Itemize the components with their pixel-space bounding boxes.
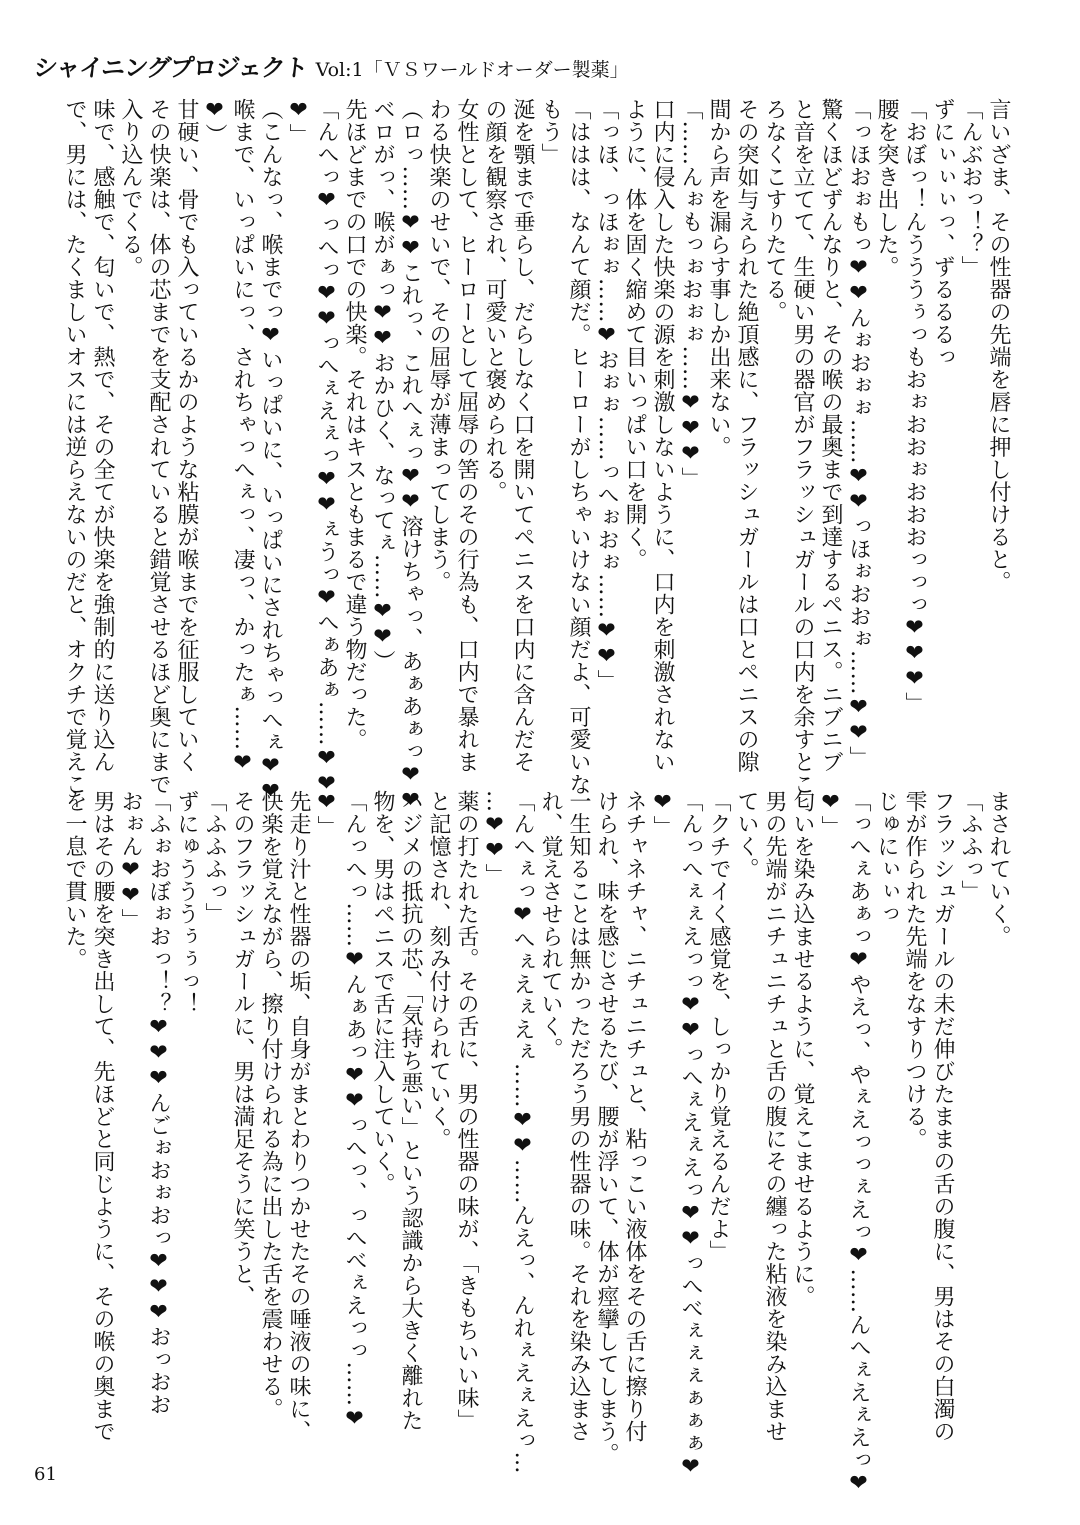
text-line: まされていく。 — [986, 790, 1011, 948]
text-block-bottom — [52, 790, 1012, 1497]
text-line: （ロっ……❤❤これっ、これへぇっ❤❤溶けちゃっ、あぁあぁっ❤❤ — [398, 98, 423, 814]
text-line: ❤」 — [314, 790, 339, 838]
text-line: 「クチでイく感覚を、しっかり覚えるんだよ」 — [706, 790, 731, 1263]
text-line: 男はその腰を突き出して、先ほどと同じように、その喉の奥まで — [90, 790, 115, 1443]
text-line: 「ふふふっ」 — [202, 790, 227, 925]
text-line: 先走り汁と性器の垢、自身がまとわりつかせたその唾液の味に、 — [286, 790, 311, 1443]
text-line: 「ふふっ」 — [958, 790, 983, 903]
text-line: で、男には、たくましいオスには逆らえないのだと、オクチで覚えこ — [62, 98, 87, 796]
text-line: 匂いを染み込ませるように、覚えこませるように。 — [790, 790, 815, 1308]
text-line: その突如与えられた絶頂感に、フラッシュガールは口とペニスの隙 — [734, 98, 759, 773]
text-line: 物を、男はペニスで舌に注入していく。 — [370, 790, 395, 1195]
text-line: 雫が作られた先端をなすりつける。 — [902, 790, 927, 1150]
text-line: おぉん❤❤」 — [118, 790, 143, 931]
text-line: 薬の打たれた舌。その舌に、男の性器の味が、「きもちいい味」 — [454, 790, 479, 1432]
page-number: 61 — [34, 1464, 57, 1485]
text-line: 快楽を覚えながら、擦り付けられる為に出した舌を震わせる。 — [258, 790, 283, 1420]
text-line: れ、覚えさせられていく。 — [538, 790, 563, 1060]
text-block-top — [52, 98, 1012, 814]
text-line: と音を立てて、生硬い男の器官がフラッシュガールの口内を余すとこ — [790, 98, 815, 796]
text-line: ❤」 — [818, 790, 843, 838]
text-line: …❤❤」 — [482, 790, 507, 886]
text-line: 口内に侵入した快楽の源を刺激しないように、口内を刺激されない — [650, 98, 675, 773]
text-line: けられ、味を感じさせるたび、腰が浮いて、体が痙攣してしまう。 — [594, 790, 619, 1465]
text-line: ❤」 — [650, 790, 675, 838]
text-line: 間から声を漏らす事しか出来ない。 — [706, 98, 731, 458]
text-line: ハジメの抵抗の芯、「気持ち悪い」という認識から大きく離れた — [398, 790, 423, 1432]
text-line: 「……んぉもっぉおぉぉ……❤❤❤」 — [678, 98, 703, 490]
text-line: 女性として、ヒーローとして屈辱の筈のその行為も、口内で暴れま — [454, 98, 479, 773]
text-line: ように、体を固く縮めて目いっぱい口を開く。 — [622, 98, 647, 571]
text-line: わる快楽のせいで、その屈辱が薄まってしまう。 — [426, 98, 451, 593]
text-line: ネチャネチャ、ニチュニチュと、粘っこい液体をその舌に擦り付 — [622, 790, 647, 1443]
series-logo: シャイニングプロジェクト — [32, 54, 309, 82]
text-line: 「んっへっ……❤んぁあっ❤❤っへっ、っへべぇえっっ……❤ — [342, 790, 367, 1432]
text-line: 言いざま、その性器の先端を唇に押し付けると。 — [986, 98, 1011, 593]
text-line: 「んへっ❤っへっ❤❤っへぇえぇっ❤❤ぇうっ❤へぁあぁ……❤❤ — [314, 98, 339, 797]
text-line: の顔を観察され、可愛いと褒められる。 — [482, 98, 507, 503]
text-line: 男の先端がニチュニチュと舌の腹にその纏った粘液を染み込ませ — [762, 790, 787, 1443]
text-line: 甘硬い、骨でも入っているかのような粘膜が喉までを征服していく — [174, 98, 199, 773]
running-header — [34, 48, 629, 83]
text-line: フラッシュガールの未だ伸びたままの舌の腹に、男はその白濁の — [930, 790, 955, 1443]
text-line: ❤） — [202, 98, 227, 146]
text-line: 驚くほどずんなりと、その喉の最奥まで到達するペニス。ニブニブ — [818, 98, 843, 773]
text-line: 「んへぇっ❤へぇえぇえぇ……❤❤……んえっ、んれぇえぇえっ… — [510, 790, 535, 1474]
volume-title: Vol:1「ＶＳワールドオーダー製薬」 — [315, 59, 629, 81]
text-line: 「んっへぇぇえっっ❤❤っへぇえぇえっ❤❤っへべぇぇぇぁぁぁ❤ — [678, 790, 703, 1480]
text-line: そのフラッシュガールに、男は満足そうに笑うと、 — [230, 790, 255, 1308]
text-line: もう」 — [538, 98, 563, 166]
text-line: 「ふぉおぼぉおっ！？❤❤❤んごぉおぉおっ❤❤❤おっおお — [146, 790, 171, 1416]
text-line: を一息で貫いた。 — [62, 790, 87, 970]
text-line: 味で、感触で、匂いで、熱で、その全てが快楽を強制的に送り込ん — [90, 98, 115, 773]
text-line: 入り込んでくる。 — [118, 98, 143, 278]
text-line: ずにゅうううぅぅっ！ — [174, 790, 199, 1015]
text-line: 腰を突き出した。 — [874, 98, 899, 278]
text-line: 「ははは、なんて顔だ。ヒーローがしちゃいけない顔だよ、可愛いな — [566, 98, 591, 796]
text-line: 一生知ることは無かっただろう男の性器の味。それを染み込まさ — [566, 790, 591, 1443]
text-line: その快楽は、体の芯までを支配されていると錯覚させるほど奥にまで — [146, 98, 171, 796]
text-line: ろなくこすりたてる。 — [762, 98, 787, 323]
text-line: と記憶され、刻み付けられていく。 — [426, 790, 451, 1150]
text-line: 「っほ、っほぉぉ……❤おぉぉ……っへぉおぉ……❤❤」 — [594, 98, 619, 692]
text-line: ❤」 — [286, 98, 311, 146]
text-line: 涎を顎まで垂らし、だらしなく口を開いてペニスを口内に含んだそ — [510, 98, 535, 773]
text-line: 先ほどまでの口での快楽。それはキスともまるで違う物だった。 — [342, 98, 367, 751]
text-line: 「おぼっ！んうううぅっもおぉおおぉおおおっっっ❤❤❤」 — [902, 98, 927, 715]
text-line: （こんなっ、喉までっ❤いっぱいに、いっぱいにされちゃっへぇ❤❤ — [258, 98, 283, 805]
text-line: 喉まで、いっぱいにっ、されちゃっへぇっ、凄っ、かったぁ……❤ — [230, 98, 255, 776]
text-line: ベロがっ、喉がぁっ❤❤おかひく、なってぇ……❤❤） — [370, 98, 395, 673]
text-line: 「んぶおっ！？」 — [958, 98, 983, 278]
text-line: 「っほおぉもっ❤❤んぉおぉぉ……❤❤っほぉおおぉ……❤❤」 — [846, 98, 871, 769]
text-line: ていく。 — [734, 790, 759, 880]
text-line: 「っへぇあぁっ❤やえっ、やぇえっっぇえっ❤……んへぇえぇえっ❤ — [846, 790, 871, 1497]
text-line: ずにぃぃぃっ、ずるるるっ — [930, 98, 955, 368]
text-line: じゅにぃぃっ — [874, 790, 899, 925]
